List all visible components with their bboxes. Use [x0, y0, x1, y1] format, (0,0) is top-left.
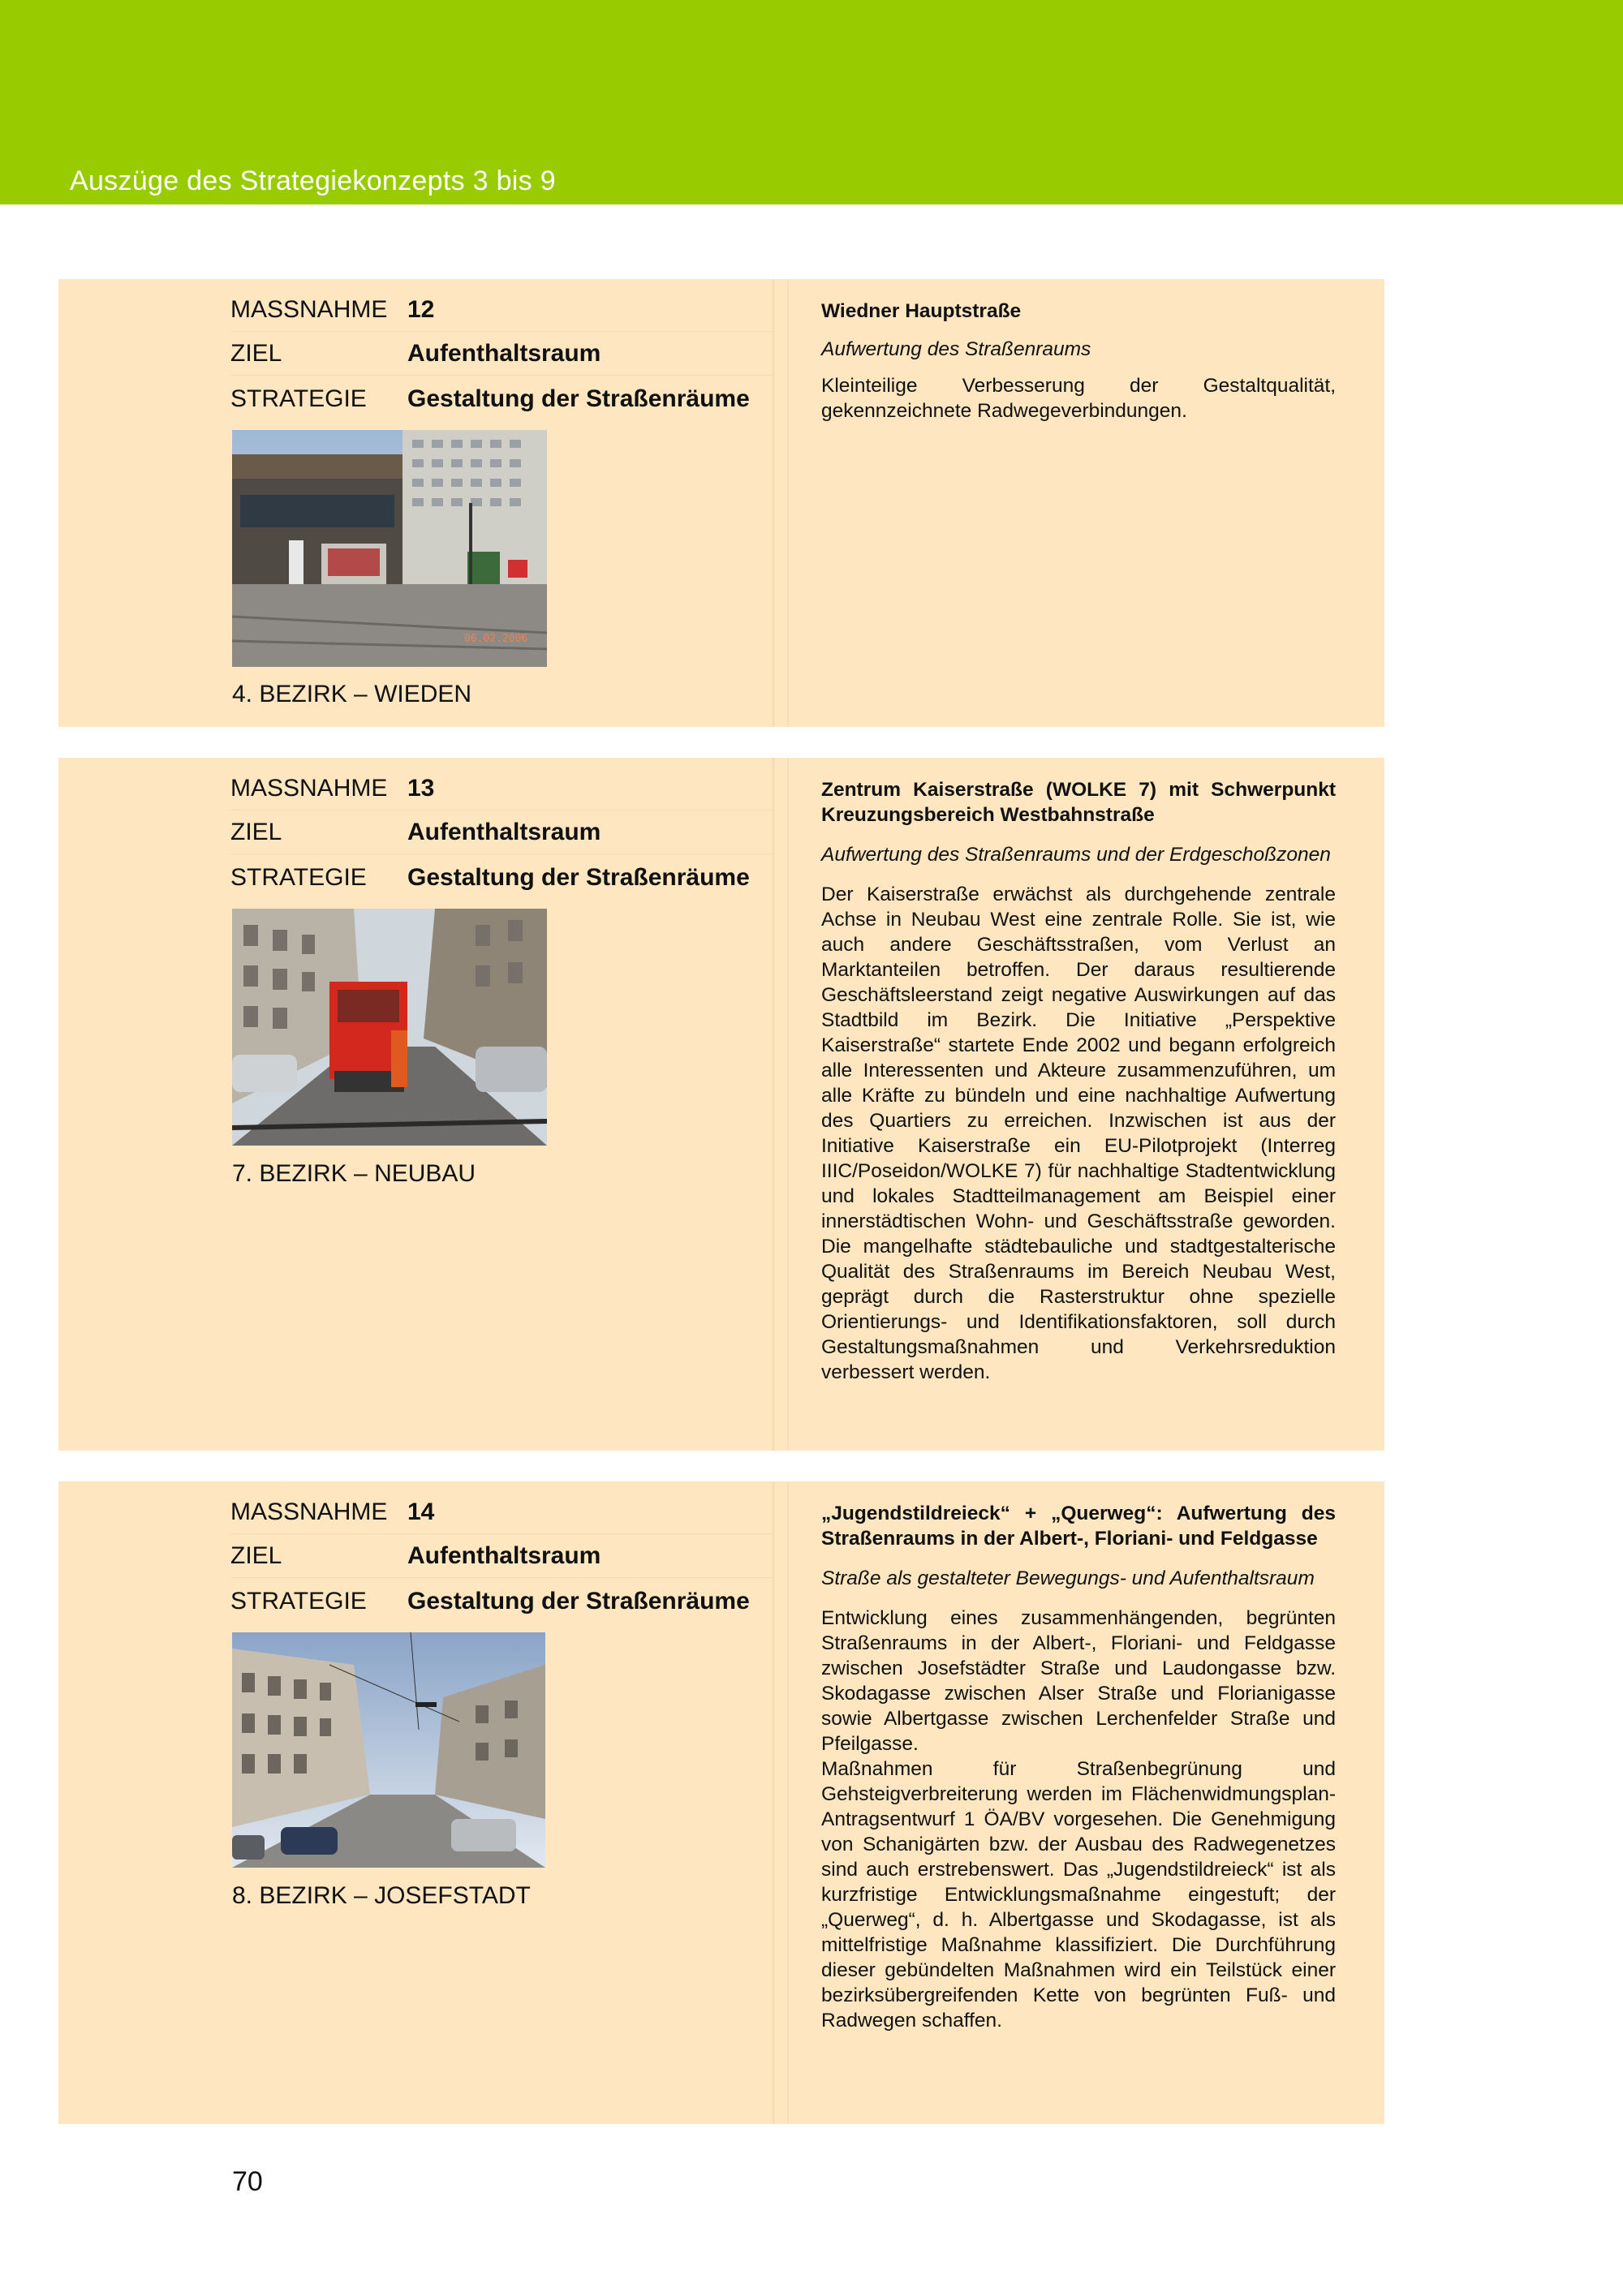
- column-divider: [787, 1481, 789, 2124]
- column-divider: [787, 758, 789, 1451]
- ziel-label: ZIEL: [230, 1542, 282, 1569]
- district-label: 4. BEZIRK – WIEDEN: [232, 681, 472, 707]
- measure-card-14: [58, 1481, 1384, 2124]
- massnahme-row: [230, 1491, 434, 1533]
- measure-card-12: [58, 279, 1384, 727]
- district-label: 7. BEZIRK – NEUBAU: [232, 1160, 476, 1187]
- column-divider: [773, 1481, 774, 2124]
- ziel-value: Aufenthaltsraum: [407, 819, 601, 845]
- measure-heading: Zentrum Kaiserstraße (WOLKE 7) mit Schwerpunkt Kreuzungsbereich Westbahnstraße: [821, 779, 1336, 826]
- measure-body: Kleinteilige Verbesserung der Gestaltqualität, gekennzeichnete Radwegeverbindungen.: [821, 375, 1336, 422]
- ziel-label: ZIEL: [230, 819, 282, 845]
- massnahme-row: [230, 767, 434, 810]
- page-header-title: Auszüge des Strategiekonzepts 3 bis 9: [70, 166, 556, 196]
- massnahme-label: MASSNAHME: [230, 775, 388, 802]
- measure-description: [821, 777, 1336, 1385]
- measure-description: [821, 1501, 1336, 2033]
- photo-date-stamp: 06.02.2006: [464, 633, 528, 645]
- strategie-row: [230, 378, 750, 420]
- massnahme-row: [230, 289, 434, 331]
- ziel-value: Aufenthaltsraum: [407, 1542, 601, 1569]
- ziel-row: [230, 333, 601, 375]
- measure-body: Entwicklung eines zusammenhängenden, begrünten Straßenraums in der Albert-, Floriani- und Feldgasse zwischen Josefstädter Straße und Laudongasse bzw. Skodagasse zwischen Alser Straße und Florianigasse sowie Albertgasse zwischen Lerchenfelder Straße und Pfeilgasse. Maßnahmen für Straßenbegrünung und Gehsteigverbreiterung werden im Flächenwidmungsplan-Antragsentwurf 1 ÖA/BV vorgesehen. Die Genehmigung von Schanigärten bzw. der Ausbau des Radwegenetzes sind auch erstrebenswert. Das „Jugendstildreieck“ ist als kurzfristige Entwicklungsmaßnahme eingestuft; der „Querweg“, d. h. Albertgasse und Skodagasse, ist als mittelfristige Maßnahme klassifiziert. Die Durchführung dieser gebündelten Maßnahmen wird ein Teilstück einer bezirksübergreifenden Kette von begrünten Fuß- und Radwegen schaffen.: [821, 1607, 1336, 2032]
- ziel-value: Aufenthaltsraum: [407, 340, 601, 367]
- strategie-label: STRATEGIE: [230, 1588, 367, 1615]
- ziel-row: [230, 811, 601, 853]
- district-label: 8. BEZIRK – JOSEFSTADT: [232, 1882, 531, 1909]
- street-photo-wieden: [232, 430, 547, 667]
- ziel-label: ZIEL: [230, 340, 282, 367]
- measure-heading: Wiedner Hauptstraße: [821, 300, 1022, 322]
- strategie-value: Gestaltung der Straßenräume: [407, 1588, 750, 1615]
- strategie-value: Gestaltung der Straßenräume: [407, 385, 750, 412]
- strategie-label: STRATEGIE: [230, 864, 367, 891]
- measure-subheading: Straße als gestalteter Bewegungs- und Aufenthaltsraum: [821, 1567, 1315, 1589]
- massnahme-number: 13: [407, 775, 435, 802]
- strategie-row: [230, 857, 750, 899]
- massnahme-label: MASSNAHME: [230, 296, 388, 323]
- strategie-row: [230, 1580, 750, 1623]
- strategie-value: Gestaltung der Straßenräume: [407, 864, 750, 891]
- column-divider: [773, 279, 774, 727]
- measure-heading: „Jugendstildreieck“ + „Querweg“: Aufwertung des Straßenraums in der Albert-, Floriani- und Feldgasse: [821, 1503, 1336, 1550]
- street-photo-josefstadt: [232, 1632, 545, 1868]
- header-bar: [0, 0, 1623, 204]
- street-photo-neubau: [232, 909, 547, 1146]
- measure-subheading: Aufwertung des Straßenraums und der Erdgeschoßzonen: [821, 844, 1331, 866]
- column-divider: [773, 758, 774, 1451]
- strategie-label: STRATEGIE: [230, 385, 367, 412]
- massnahme-label: MASSNAHME: [230, 1498, 388, 1525]
- ziel-row: [230, 1535, 601, 1577]
- column-divider: [787, 279, 789, 727]
- massnahme-number: 12: [407, 296, 435, 323]
- massnahme-number: 14: [407, 1498, 435, 1525]
- measure-body: Der Kaiserstraße erwächst als durchgehende zentrale Achse in Neubau West eine zentrale Rolle. Sie ist, wie auch andere Geschäftsstraßen, vom Verlust an Marktanteilen betroffen. Der daraus resultierende Geschäftsleerstand zeigt negative Auswirkungen auf das Stadtbild im Bezirk. Die Initiative „Perspektive Kaiserstraße“ startete Ende 2002 und begann erfolgreich alle Interessenten und Akteure zusammenzuführen, um alle Kräfte zu bündeln und eine nachhaltige Aufwertung des Quartiers zu erreichen. Inzwischen ist aus der Initiative Kaiserstraße ein EU-Pilotprojekt (Interreg IIIC/Poseidon/WOLKE 7) für nachhaltige Stadtentwicklung und lokales Stadtteilmanagement am Beispiel einer innerstädtischen Wohn- und Geschäftsstraße geworden. Die mangelhafte städtebauliche und stadtgestalterische Qualität des Straßenraums im Bereich Neubau West, geprägt durch die Rasterstruktur ohne spezielle Orientierungs- und Identifikationsfaktoren, soll durch Gestaltungsmaßnahmen und Verkehrsreduktion verbessert werden.: [821, 884, 1336, 1383]
- page-number: 70: [232, 2166, 263, 2197]
- measure-description: [821, 299, 1336, 424]
- measure-card-13: [58, 758, 1384, 1451]
- measure-subheading: Aufwertung des Straßenraums: [821, 338, 1091, 360]
